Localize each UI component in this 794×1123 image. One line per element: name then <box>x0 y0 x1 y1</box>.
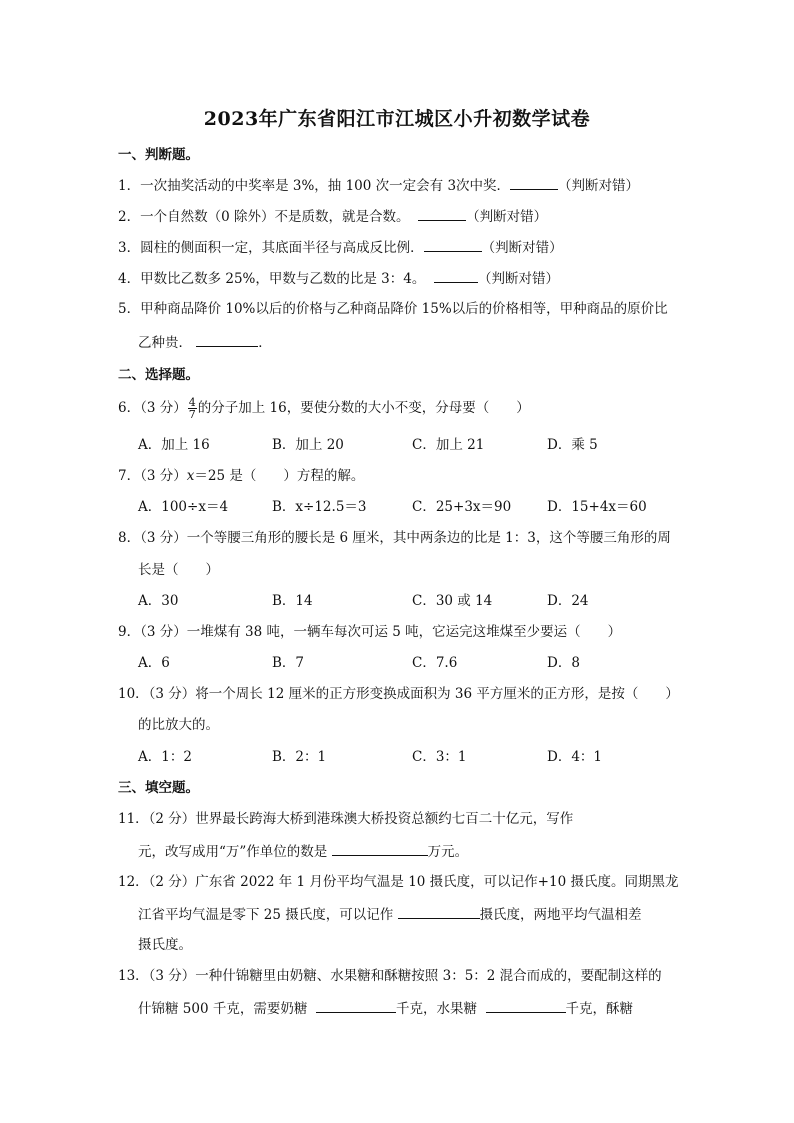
answer-blank[interactable] <box>418 207 466 221</box>
q7-option-d[interactable]: D．15+4x＝60 <box>547 499 647 515</box>
question-1: 1．一次抽奖活动的中奖率是 3%，抽 100 次一定会有 3次中奖． （判断对错） <box>118 178 640 194</box>
answer-blank[interactable] <box>398 905 480 919</box>
question-11-cont: 元，改写成用“万”作单位的数是 万元。 <box>138 844 469 860</box>
q6-option-a[interactable]: A．加上 16 <box>138 437 210 453</box>
q9-option-c[interactable]: C．7.6 <box>412 655 458 671</box>
question-12-cont: 江省平均气温是零下 25 摄氏度，可以记作 摄氏度，两地平均气温相差 <box>138 907 642 923</box>
q8-option-d[interactable]: D．24 <box>547 593 589 609</box>
q6-option-d[interactable]: D．乘 5 <box>547 437 598 453</box>
question-7: 7．（3 分）x＝25 是（ ）方程的解。 <box>118 468 365 484</box>
q8-option-c[interactable]: C．30 或 14 <box>412 593 493 609</box>
q8-option-b[interactable]: B．14 <box>272 593 313 609</box>
question-13-cont: 什锦糖 500 千克，需要奶糖 千克，水果糖 千克，酥糖 <box>138 1001 634 1017</box>
question-10: 10．（3 分）将一个周长 12 厘米的正方形变换成面积为 36 平方厘米的正方形，是按（ ） <box>118 686 679 702</box>
q9-option-b[interactable]: B．7 <box>272 655 305 671</box>
q7-option-b[interactable]: B．x÷12.5＝3 <box>272 499 367 515</box>
q10-option-c[interactable]: C．3：1 <box>412 749 467 765</box>
fraction: $\frac{4}{7}$ <box>188 396 196 421</box>
question-2: 2．一个自然数（0 除外）不是质数，就是合数。 （判断对错） <box>118 209 548 225</box>
q10-option-d[interactable]: D．4：1 <box>547 749 603 765</box>
q9-option-a[interactable]: A．6 <box>138 655 170 671</box>
q9-option-d[interactable]: D．8 <box>547 655 580 671</box>
question-13: 13．（3 分）一种什锦糖里由奶糖、水果糖和酥糖按照 3：5：2 混合而成的，要配制这样的 <box>118 968 662 984</box>
question-9: 9．（3 分）一堆煤有 38 吨，一辆车每次可运 5 吨，它运完这堆煤至少要运（ ） <box>118 624 622 640</box>
question-4: 4．甲数比乙数多 25%，甲数与乙数的比是 3：4。 （判断对错） <box>118 271 559 287</box>
question-5: 5．甲种商品降价 10%以后的价格与乙种商品降价 15%以后的价格相等，甲种商品的原价比 <box>118 301 668 317</box>
question-11: 11．（2 分）世界最长跨海大桥到港珠澳大桥投资总额约七百二十亿元，写作 <box>118 811 574 827</box>
question-10-cont: 的比放大的。 <box>138 717 219 733</box>
question-8: 8．（3 分）一个等腰三角形的腰长是 6 厘米，其中两条边的比是 1：3，这个等腰三角形的周 <box>118 530 671 546</box>
section-fill-heading: 三、填空题。 <box>118 780 199 796</box>
answer-blank[interactable] <box>332 842 428 856</box>
answer-blank[interactable] <box>316 999 396 1013</box>
q10-option-a[interactable]: A．1：2 <box>138 749 192 765</box>
question-12-cont-2: 摄氏度。 <box>138 937 192 953</box>
q7-option-a[interactable]: A．100÷x＝4 <box>138 499 229 515</box>
q7-option-c[interactable]: C．25+3x＝90 <box>412 499 512 515</box>
question-3: 3．圆柱的侧面积一定，其底面半径与高成反比例． （判断对错） <box>118 240 563 256</box>
answer-blank[interactable] <box>510 176 558 190</box>
question-12: 12．（2 分）广东省 2022 年 1 月份平均气温是 10 摄氏度，可以记作+10 摄氏度。同期黑龙 <box>118 874 679 890</box>
q6-option-b[interactable]: B．加上 20 <box>272 437 344 453</box>
answer-blank[interactable] <box>486 999 566 1013</box>
q8-option-a[interactable]: A．30 <box>138 593 179 609</box>
question-6: 6．（3 分） $\frac{4}{7}$ 的分子加上 16，要使分数的大小不变，分母要（ ） <box>118 396 530 421</box>
section-judge-heading: 一、判断题。 <box>118 147 199 163</box>
question-5-cont: 乙种贵． ． <box>138 335 272 351</box>
answer-blank[interactable] <box>196 333 258 347</box>
q10-option-b[interactable]: B．2：1 <box>272 749 327 765</box>
page-title: 2023年广东省阳江市江城区小升初数学试卷 <box>203 108 591 130</box>
question-8-cont: 长是（ ） <box>138 562 219 578</box>
answer-blank[interactable] <box>434 269 478 283</box>
section-choice-heading: 二、选择题。 <box>118 367 199 383</box>
answer-blank[interactable] <box>424 238 482 252</box>
q6-option-c[interactable]: C．加上 21 <box>412 437 485 453</box>
